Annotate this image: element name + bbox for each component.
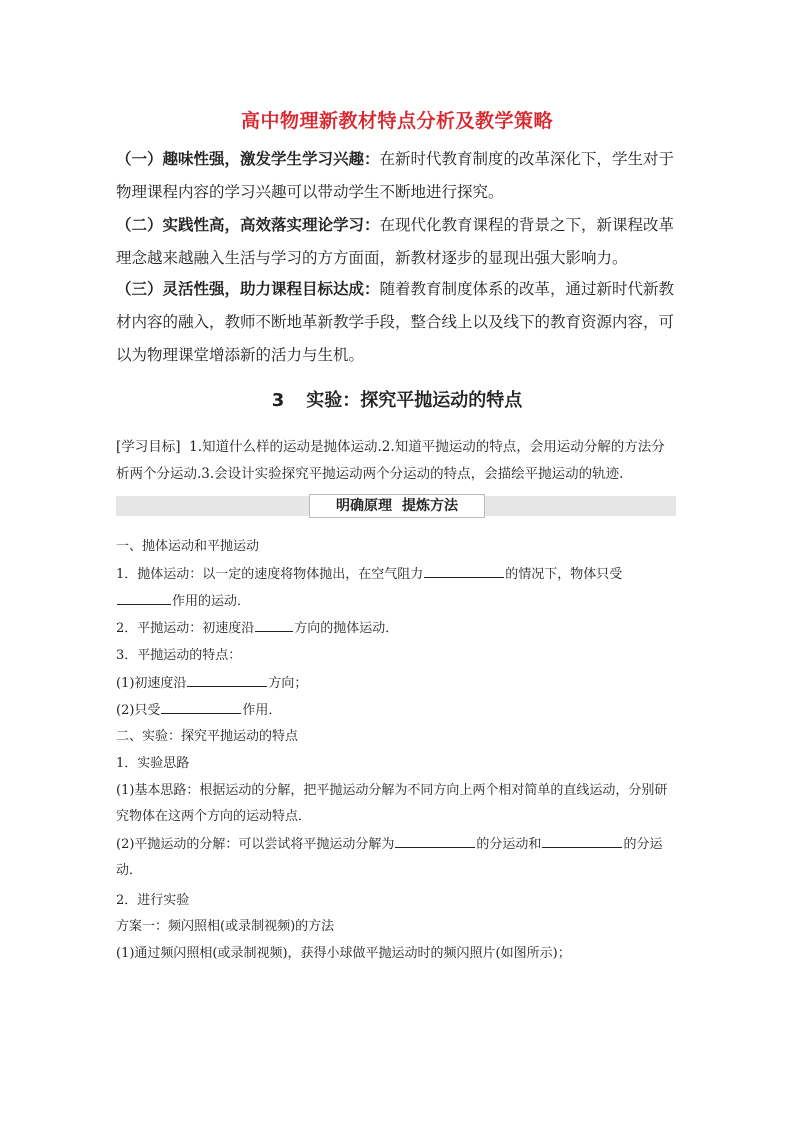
- fill-blank[interactable]: [161, 700, 241, 714]
- fill-blank[interactable]: [255, 618, 293, 632]
- item-2: 2．平抛运动：初速度沿 方向的抛体运动．: [116, 618, 678, 639]
- fill-blank[interactable]: [424, 564, 504, 578]
- intro-paragraph-3: [116, 273, 678, 372]
- fill-blank[interactable]: [395, 834, 475, 848]
- plan-one: 方案一：频闪照相(或录制视频)的方法: [116, 919, 335, 934]
- banner-label: [309, 494, 485, 518]
- intro-text-1: 在新时代教育制度的改革深化下，学生对于物理课程内容的学习兴趣可以带动学生不断地进行探究。: [116, 150, 675, 201]
- step-1: 1．实验思路: [116, 756, 190, 771]
- heading-one: 一、抛体运动和平抛运动: [116, 539, 260, 554]
- intro-text-2: 在现代化教育课程的背景之下，新课程改革理念越来越融入生活与学习的方方面面，新教材逐步的显现出强大影响力。: [116, 216, 675, 267]
- intro-label-3: （三）灵活性强，助力课程目标达成：: [116, 280, 380, 298]
- document-title: 高中物理新教材特点分析及教学策略: [240, 110, 553, 132]
- item-3-2: (2)只受 作用．: [116, 700, 678, 721]
- banner-left: 明确原理: [336, 498, 392, 514]
- learning-goals-text: 1.知道什么样的运动是抛体运动.2.知道平抛运动的特点，会用运动分解的方法分析两个分运动.3.会设计实验探究平抛运动两个分运动的特点，会描绘平抛运动的轨迹.: [116, 439, 665, 482]
- plan-one-step-1: (1)通过频闪照相(或录制视频)，获得小球做平抛运动时的频闪照片(如图所示)；: [116, 946, 571, 961]
- intro-text-3: 随着教育制度体系的改革，通过新时代新教材内容的融入，教师不断地革新教学手段，整合线上以及线下的教育资源内容，可以为物理课堂增添新的活力与生机。: [116, 280, 675, 364]
- section-title: [0, 386, 794, 412]
- intro-paragraph-1: [116, 143, 678, 209]
- fill-blank[interactable]: [542, 834, 622, 848]
- learning-goals: [116, 434, 678, 488]
- step-1-basic-idea: (1)基本思路：根据运动的分解，把平抛运动分解为不同方向上两个相对简单的直线运动，分别研究物体在这两个方向的运动特点．: [116, 783, 668, 824]
- item-3: 3．平抛运动的特点：: [116, 648, 242, 663]
- section-number: 3: [271, 390, 285, 411]
- banner-right: 提炼方法: [402, 498, 458, 514]
- fill-blank[interactable]: [187, 673, 267, 687]
- step-1-decomposition: (2)平抛运动的分解：可以尝试将平抛运动分解为 的分运动和 的分运动．: [116, 832, 678, 884]
- heading-two: 二、实验：探究平抛运动的特点: [116, 729, 299, 744]
- fill-blank[interactable]: [117, 591, 171, 605]
- step-2: 2．进行实验: [116, 893, 190, 908]
- learning-goals-label: [学习目标]: [116, 439, 181, 455]
- section-heading: 实验：探究平抛运动的特点: [306, 390, 523, 411]
- item-3-1: (1)初速度沿 方向；: [116, 673, 678, 694]
- intro-label-1: （一）趣味性强，激发学生学习兴趣：: [116, 150, 380, 168]
- intro-label-2: （二）实践性高，高效落实理论学习：: [116, 216, 380, 234]
- item-1-line-1: 1．抛体运动：以一定的速度将物体抛出，在空气阻力 的情况下，物体只受: [116, 564, 678, 585]
- item-1-line-2: 作用的运动．: [116, 591, 678, 612]
- intro-paragraph-2: [116, 209, 678, 275]
